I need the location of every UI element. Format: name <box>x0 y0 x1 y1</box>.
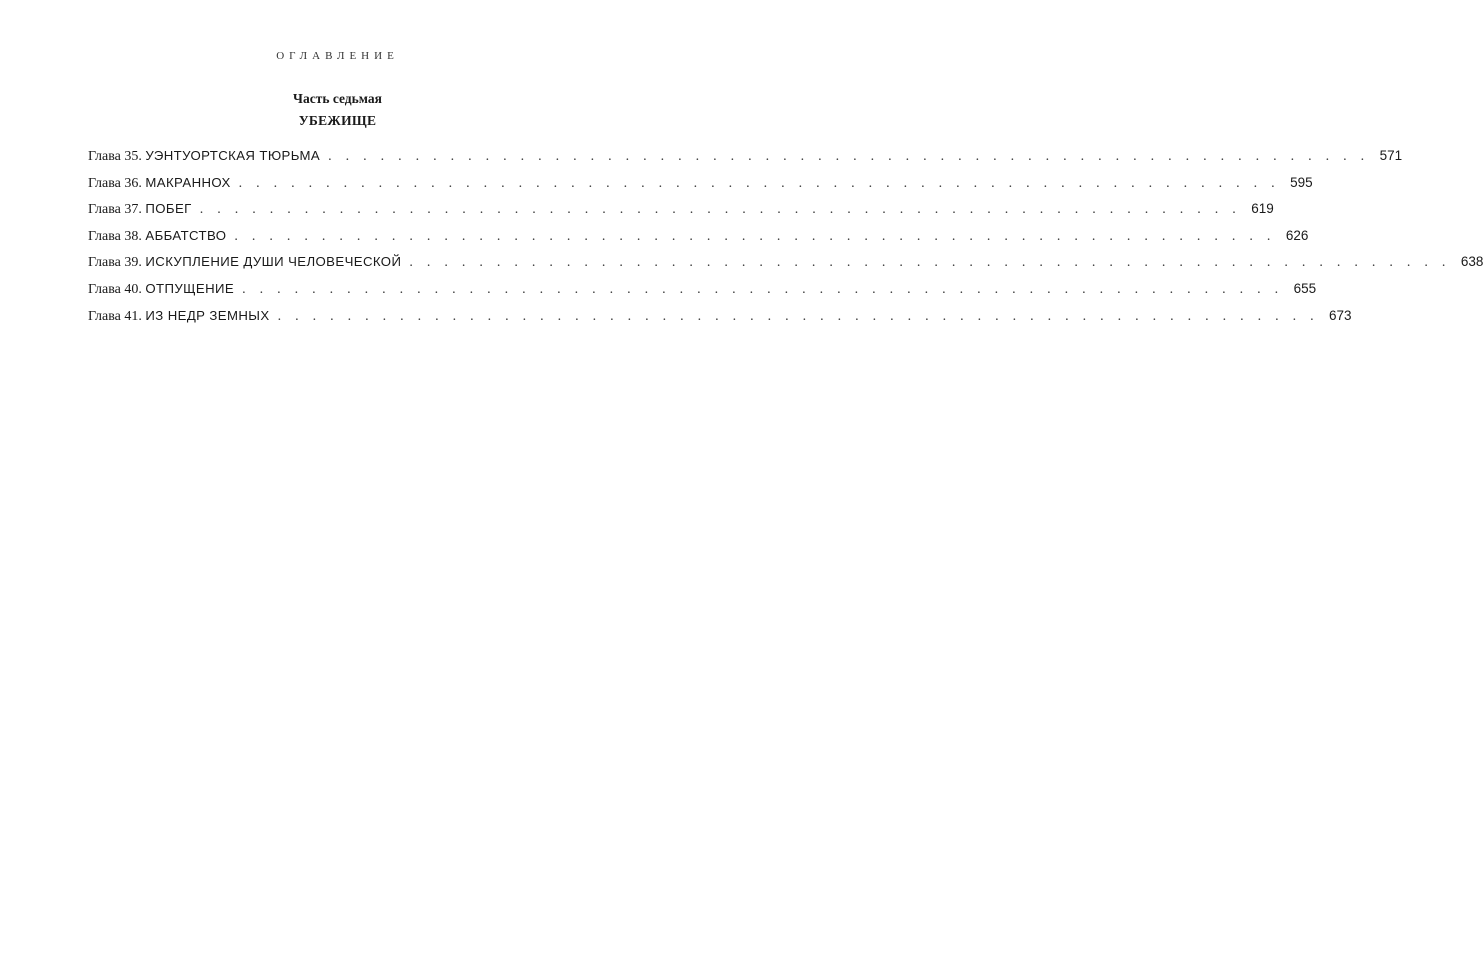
part-title: Часть седьмая <box>293 91 382 106</box>
dot-leader: . . . . . . . . . . . . . . . . . . . . . . . . . . . . . . . . . . . . . . . . . . . . . . . . . . . . . . . . . . . . <box>277 308 1314 324</box>
chapter-number: Глава 41. <box>88 308 142 324</box>
table-of-contents <box>88 146 1483 332</box>
toc-entry[interactable] <box>88 252 1483 279</box>
toc-entry-label <box>88 306 278 327</box>
dot-leader: . . . . . . . . . . . . . . . . . . . . . . . . . . . . . . . . . . . . . . . . . . . . . . . . . . . . . . . . . . . . <box>242 281 1279 297</box>
page-number: 571 <box>1379 148 1403 163</box>
toc-entry[interactable] <box>88 146 1403 173</box>
toc-entry-label <box>88 146 328 167</box>
chapter-title: УЭНТУОРТСКАЯ ТЮРЬМА <box>145 148 321 163</box>
chapter-title: ОТПУЩЕНИЕ <box>145 280 235 296</box>
running-head: ОГЛАВЛЕНИЕ <box>276 50 399 62</box>
dot-leader: . . . . . . . . . . . . . . . . . . . . . . . . . . . . . . . . . . . . . . . . . . . . . . . . . . . . . . . . . . . . <box>234 228 1271 244</box>
chapter-number: Глава 39. <box>88 255 142 271</box>
page-number: 638 <box>1460 254 1483 270</box>
chapter-title: АББАТСТВО <box>145 227 227 243</box>
chapter-title: ИСКУПЛЕНИЕ ДУШИ ЧЕЛОВЕЧЕСКОЙ <box>145 254 402 270</box>
toc-entry[interactable] <box>88 306 1352 333</box>
chapter-number: Глава 35. <box>88 149 142 164</box>
page-number: 655 <box>1293 280 1317 296</box>
toc-entry[interactable] <box>88 173 1313 200</box>
toc-entry[interactable] <box>88 199 1274 226</box>
page-number: 673 <box>1329 307 1352 323</box>
chapter-number: Глава 37. <box>88 202 142 218</box>
toc-entry-label <box>88 173 239 194</box>
toc-entry-label <box>88 226 234 247</box>
toc-entry-label <box>88 199 200 220</box>
dot-leader: . . . . . . . . . . . . . . . . . . . . . . . . . . . . . . . . . . . . . . . . . . . . . . . . . . . . . . . . . . . . <box>199 202 1236 218</box>
toc-entry[interactable] <box>88 279 1317 306</box>
dot-leader: . . . . . . . . . . . . . . . . . . . . . . . . . . . . . . . . . . . . . . . . . . . . . . . . . . . . . . . . . . . . <box>238 175 1275 191</box>
toc-entry[interactable] <box>88 226 1309 253</box>
part-subtitle: УБЕЖИЩЕ <box>298 113 377 128</box>
page-number: 595 <box>1290 174 1313 190</box>
chapter-title: МАКРАННОХ <box>145 174 231 190</box>
chapter-number: Глава 36. <box>88 175 142 191</box>
chapter-number: Глава 40. <box>88 281 142 297</box>
page-number: 626 <box>1285 227 1309 243</box>
toc-entry-label <box>88 252 409 273</box>
chapter-number: Глава 38. <box>88 228 142 244</box>
toc-entry-label <box>88 279 242 300</box>
chapter-title: ПОБЕГ <box>145 201 192 217</box>
page-number: 619 <box>1251 201 1274 217</box>
dot-leader: . . . . . . . . . . . . . . . . . . . . . . . . . . . . . . . . . . . . . . . . . . . . . . . . . . . . . . . . . . . . <box>409 255 1446 271</box>
dot-leader: . . . . . . . . . . . . . . . . . . . . . . . . . . . . . . . . . . . . . . . . . . . . . . . . . . . . . . . . . . . . <box>328 149 1365 164</box>
chapter-title: ИЗ НЕДР ЗЕМНЫХ <box>145 307 270 323</box>
